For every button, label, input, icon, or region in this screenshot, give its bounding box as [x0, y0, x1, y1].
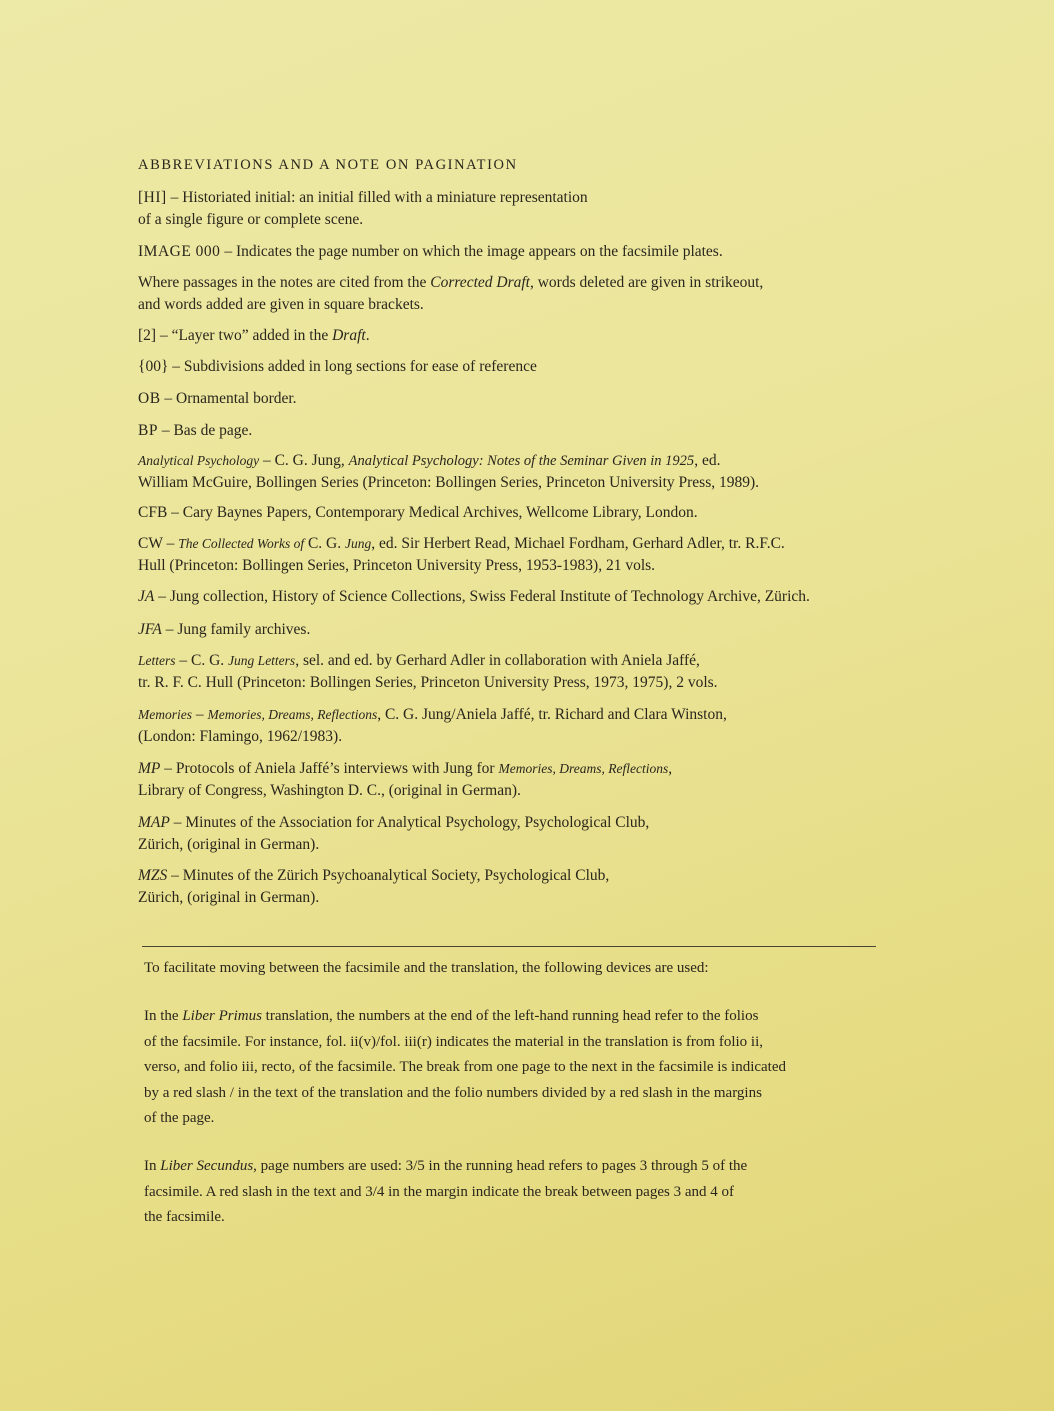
entry-key: IMAGE 000 — [138, 243, 221, 260]
entry-key: JFA — [138, 621, 162, 638]
entry-text: Where passages in the notes are cited from the — [138, 274, 431, 291]
entry-ornamental-border — [138, 388, 297, 410]
entry-text: CFB – Cary Baynes Papers, Contemporary Medical Archives, Wellcome Library, London. — [138, 504, 698, 521]
entry-text: – Jung collection, History of Science Collections, Swiss Federal Institute of Technology Archive, Zürich. — [154, 588, 810, 605]
entry-text: , words deleted are given in strikeout, — [529, 274, 764, 291]
entry-title: Memories, Dreams, Reflections — [207, 707, 378, 722]
entry-key: Memories — [138, 707, 192, 722]
paragraph-liber-primus — [144, 1004, 786, 1132]
entry-text-line2: William McGuire, Bollingen Series (Princeton: Bollingen Series, Princeton University Press, 1989). — [138, 474, 760, 491]
entry-title: Memories, Dreams, Reflections — [498, 761, 669, 776]
entry-text: – — [192, 706, 208, 723]
entry-text: – C. G. — [175, 652, 229, 669]
entry-subdivisions — [138, 356, 537, 378]
entry-text: – Protocols of Aniela Jaffé’s interviews with Jung for — [160, 760, 499, 777]
entry-text: , — [668, 760, 673, 777]
entry-title: The Collected Works of — [178, 536, 305, 551]
entry-text: , sel. and ed. by Gerhard Adler in collaboration with Aniela Jaffé, — [295, 652, 700, 669]
paragraph-text: translation, the numbers at the end of the left-hand running head refer to the folios — [261, 1008, 759, 1024]
entry-key: MAP — [138, 814, 170, 831]
entry-text: – Minutes of the Association for Analytical Psychology, Psychological Club, — [169, 814, 650, 831]
entry-text: – Indicates the page number on which the image appears on the facsimile plates. — [220, 243, 723, 260]
entry-analytical-psychology — [138, 450, 759, 494]
paragraph-text: , page numbers are used: 3/5 in the running head refers to pages 3 through 5 of the — [253, 1158, 748, 1174]
paragraph-text: of the facsimile. For instance, fol. ii(v)/fol. iii(r) indicates the material in the translation is from folio ii, — [144, 1033, 763, 1050]
entry-text: – Minutes of the Zürich Psychoanalytical Society, Psychological Club, — [167, 867, 610, 884]
section-heading: ABBREVIATIONS AND A NOTE ON PAGINATION — [138, 157, 518, 173]
entry-historiated-initial — [138, 187, 588, 231]
entry-key: MP — [138, 760, 161, 777]
paragraph-text: by a red slash / in the text of the translation and the folio numbers divided by a red slash in the margins — [144, 1084, 762, 1101]
entry-text: CW – — [138, 535, 179, 552]
entry-corrected-draft — [138, 272, 763, 316]
paragraph-liber-secundus — [144, 1154, 747, 1231]
entry-ja — [138, 586, 810, 608]
paragraph-title: Liber Secundus — [160, 1158, 254, 1174]
paragraph-text: In the — [144, 1008, 183, 1024]
entry-text-line2: tr. R. F. C. Hull (Princeton: Bollingen Series, Princeton University Press, 1973, 1975), 2 vols. — [138, 674, 718, 691]
entry-text: {00} – Subdivisions added in long sections for ease of reference — [138, 358, 537, 375]
entry-cfb — [138, 502, 698, 524]
entry-text: – Ornamental border. — [160, 390, 297, 407]
entry-layer-two — [138, 325, 370, 347]
entry-title: Jung — [345, 536, 372, 551]
entry-text-line2: Library of Congress, Washington D. C., (original in German). — [138, 782, 521, 799]
entry-key: JA — [138, 588, 155, 605]
paragraph-text: of the page. — [144, 1110, 215, 1126]
entry-text: , ed. Sir Herbert Read, Michael Fordham, Gerhard Adler, tr. R.F.C. — [371, 535, 785, 552]
entry-text: C. G. — [304, 535, 345, 552]
paragraph-text: the facsimile. — [144, 1209, 225, 1225]
entry-text: – C. G. Jung, — [259, 452, 349, 469]
entry-image — [138, 241, 723, 263]
entry-text-line2: and words added are given in square brackets. — [138, 296, 424, 313]
paragraph-text: verso, and folio iii, recto, of the facsimile. The break from one page to the next in the facsimile is indicated — [144, 1059, 787, 1075]
entry-key: MZS — [138, 867, 168, 884]
entry-text: – Bas de page. — [157, 422, 253, 439]
entry-key: Analytical Psychology — [138, 453, 260, 468]
entry-key: OB — [138, 390, 161, 407]
entry-mp — [138, 758, 672, 802]
paragraph-text: In — [144, 1158, 161, 1174]
entry-text: [2] – “Layer two” added in the — [138, 327, 333, 344]
entry-text: – Historiated initial: an initial filled with a miniature representation — [166, 189, 588, 206]
entry-text-line2: of a single figure or complete scene. — [138, 211, 364, 228]
entry-map — [138, 812, 649, 856]
entry-text-line2: (London: Flamingo, 1962/1983). — [138, 728, 343, 745]
entry-text-line2: Zürich, (original in German). — [138, 889, 320, 906]
entry-bas-de-page — [138, 420, 252, 442]
entry-jfa — [138, 619, 310, 641]
entry-title: Analytical Psychology: Notes of the Seminar Given in 1925 — [348, 453, 695, 469]
entry-title: Corrected Draft — [430, 274, 530, 291]
entry-key: [HI] — [138, 189, 167, 206]
paragraph-text: facsimile. A red slash in the text and 3/4 in the margin indicate the break between pages 3 and 4 of — [144, 1183, 734, 1200]
entry-text: – Jung family archives. — [161, 621, 311, 638]
entry-text-line2: Hull (Princeton: Bollingen Series, Princeton University Press, 1953-1983), 21 vols. — [138, 557, 656, 574]
entry-collected-works — [138, 533, 785, 577]
entry-title: Jung Letters — [228, 653, 296, 668]
entry-title: Draft — [332, 327, 366, 344]
section-divider — [142, 946, 876, 947]
devices-intro — [144, 956, 709, 982]
paragraph-text: To facilitate moving between the facsimile and the translation, the following devices are used: — [144, 960, 709, 976]
entry-mzs — [138, 865, 609, 909]
entry-letters — [138, 650, 718, 694]
entry-text: , C. G. Jung/Aniela Jaffé, tr. Richard and Clara Winston, — [377, 706, 727, 723]
entry-text-line2: Zürich, (original in German). — [138, 836, 320, 853]
entry-memories — [138, 704, 727, 748]
entry-key: BP — [138, 422, 158, 439]
entry-text: , ed. — [694, 452, 721, 469]
entry-text: . — [365, 327, 370, 344]
paragraph-title: Liber Primus — [182, 1008, 262, 1024]
entry-key: Letters — [138, 653, 176, 668]
